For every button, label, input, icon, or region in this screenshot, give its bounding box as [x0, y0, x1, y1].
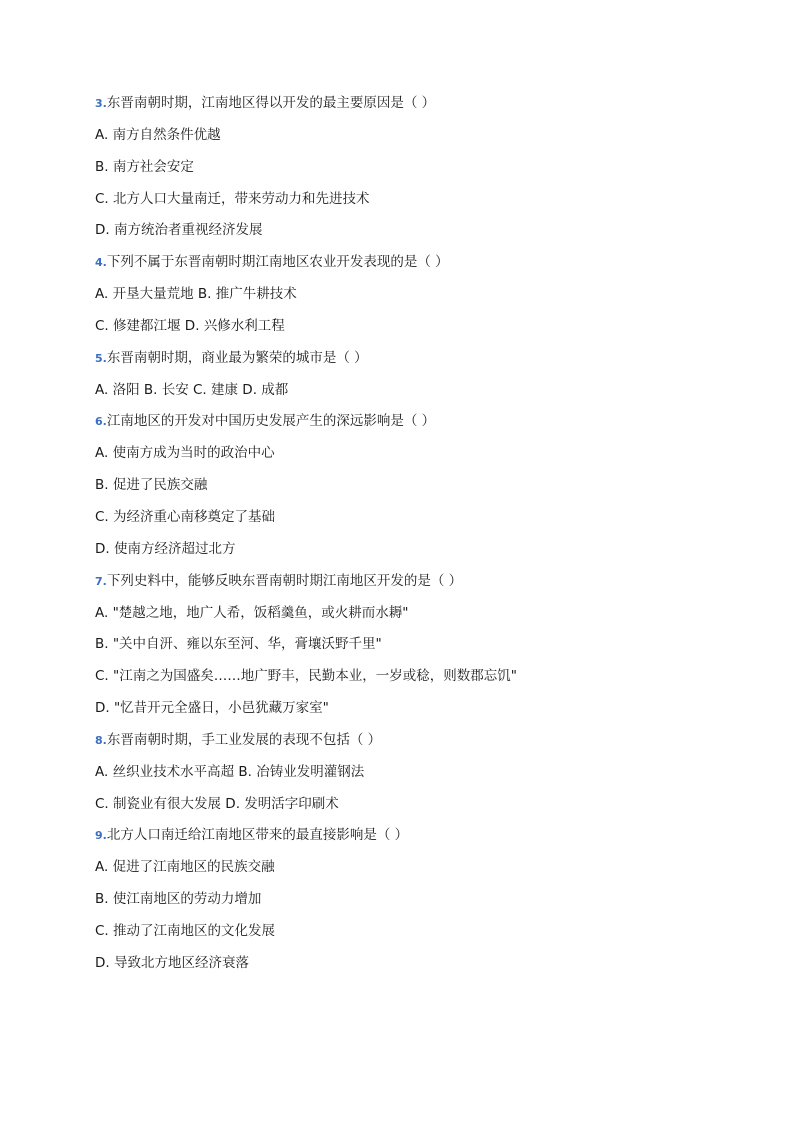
question-text: 东晋南朝时期，商业最为繁荣的城市是（ ） [106, 349, 368, 366]
question-text: 东晋南朝时期，江南地区得以开发的最主要原因是（ ） [106, 95, 436, 111]
question-text: 下列史料中，能够反映东晋南朝时期江南地区开发的是（ ） [106, 572, 463, 589]
question-3 [95, 92, 755, 251]
option-b: B. 促进了民族交融 [95, 477, 208, 494]
question-stem [95, 92, 755, 124]
question-stem [95, 570, 755, 602]
option-b: B. 使江南地区的劳动力增加 [95, 891, 262, 908]
option-c: C. 推动了江南地区的文化发展 [95, 922, 276, 939]
option-a-b-c-d: A. 洛阳 B. 长安 C. 建康 D. 成都 [95, 381, 289, 398]
option-c: C. "江南之为国盛矣……地广野丰，民勤本业，一岁或稔，则数郡忘饥" [95, 668, 517, 685]
question-number: 3. [95, 97, 107, 110]
option-a-b: A. 开垦大量荒地 B. 推广牛耕技术 [95, 286, 297, 303]
question-number: 7. [95, 574, 107, 588]
question-stem [95, 347, 755, 379]
question-4 [95, 251, 755, 347]
option-b: B. "关中自汧、雍以东至河、华，膏壤沃野千里" [95, 636, 382, 653]
question-8 [95, 729, 755, 825]
question-number: 4. [95, 256, 107, 270]
question-7 [95, 570, 755, 729]
question-text: 北方人口南迁给江南地区带来的最直接影响是（ ） [106, 827, 409, 844]
option-d: D. 使南方经济超过北方 [95, 540, 236, 557]
question-number: 6. [95, 415, 107, 429]
option-c-d: C. 制瓷业有很大发展 D. 发明活字印刷术 [95, 795, 339, 812]
question-number: 8. [95, 733, 107, 747]
question-list [95, 92, 755, 984]
option-a: A. 南方自然条件优越 [95, 126, 221, 143]
question-text: 下列不属于东晋南朝时期江南地区农业开发表现的是（ ） [106, 254, 449, 271]
question-text: 江南地区的开发对中国历史发展产生的深远影响是（ ） [106, 413, 436, 430]
option-a-b: A. 丝织业技术水平高超 B. 冶铸业发明灌钢法 [95, 763, 365, 780]
question-number: 9. [95, 829, 107, 843]
option-c: C. 为经济重心南移奠定了基础 [95, 508, 276, 525]
option-a: A. 使南方成为当时的政治中心 [95, 445, 275, 462]
question-stem [95, 824, 755, 856]
question-number: 5. [95, 351, 107, 365]
question-6 [95, 410, 755, 569]
option-d: D. 导致北方地区经济衰落 [95, 954, 249, 971]
option-d: D. "忆昔开元全盛日，小邑犹藏万家室" [95, 700, 329, 717]
option-b: B. 南方社会安定 [95, 158, 194, 175]
option-c: C. 北方人口大量南迁，带来劳动力和先进技术 [95, 190, 370, 207]
question-stem [95, 410, 755, 442]
option-a: A. "楚越之地，地广人希，饭稻羹鱼，或火耕而水耨" [95, 604, 409, 621]
question-stem [95, 251, 755, 283]
option-d: D. 南方统治者重视经济发展 [95, 222, 263, 239]
question-5 [95, 347, 755, 411]
question-text: 东晋南朝时期，手工业发展的表现不包括（ ） [106, 731, 382, 748]
question-stem [95, 729, 755, 761]
option-a: A. 促进了江南地区的民族交融 [95, 859, 275, 876]
question-9 [95, 824, 755, 983]
option-c-d: C. 修建都江堰 D. 兴修水利工程 [95, 317, 285, 334]
